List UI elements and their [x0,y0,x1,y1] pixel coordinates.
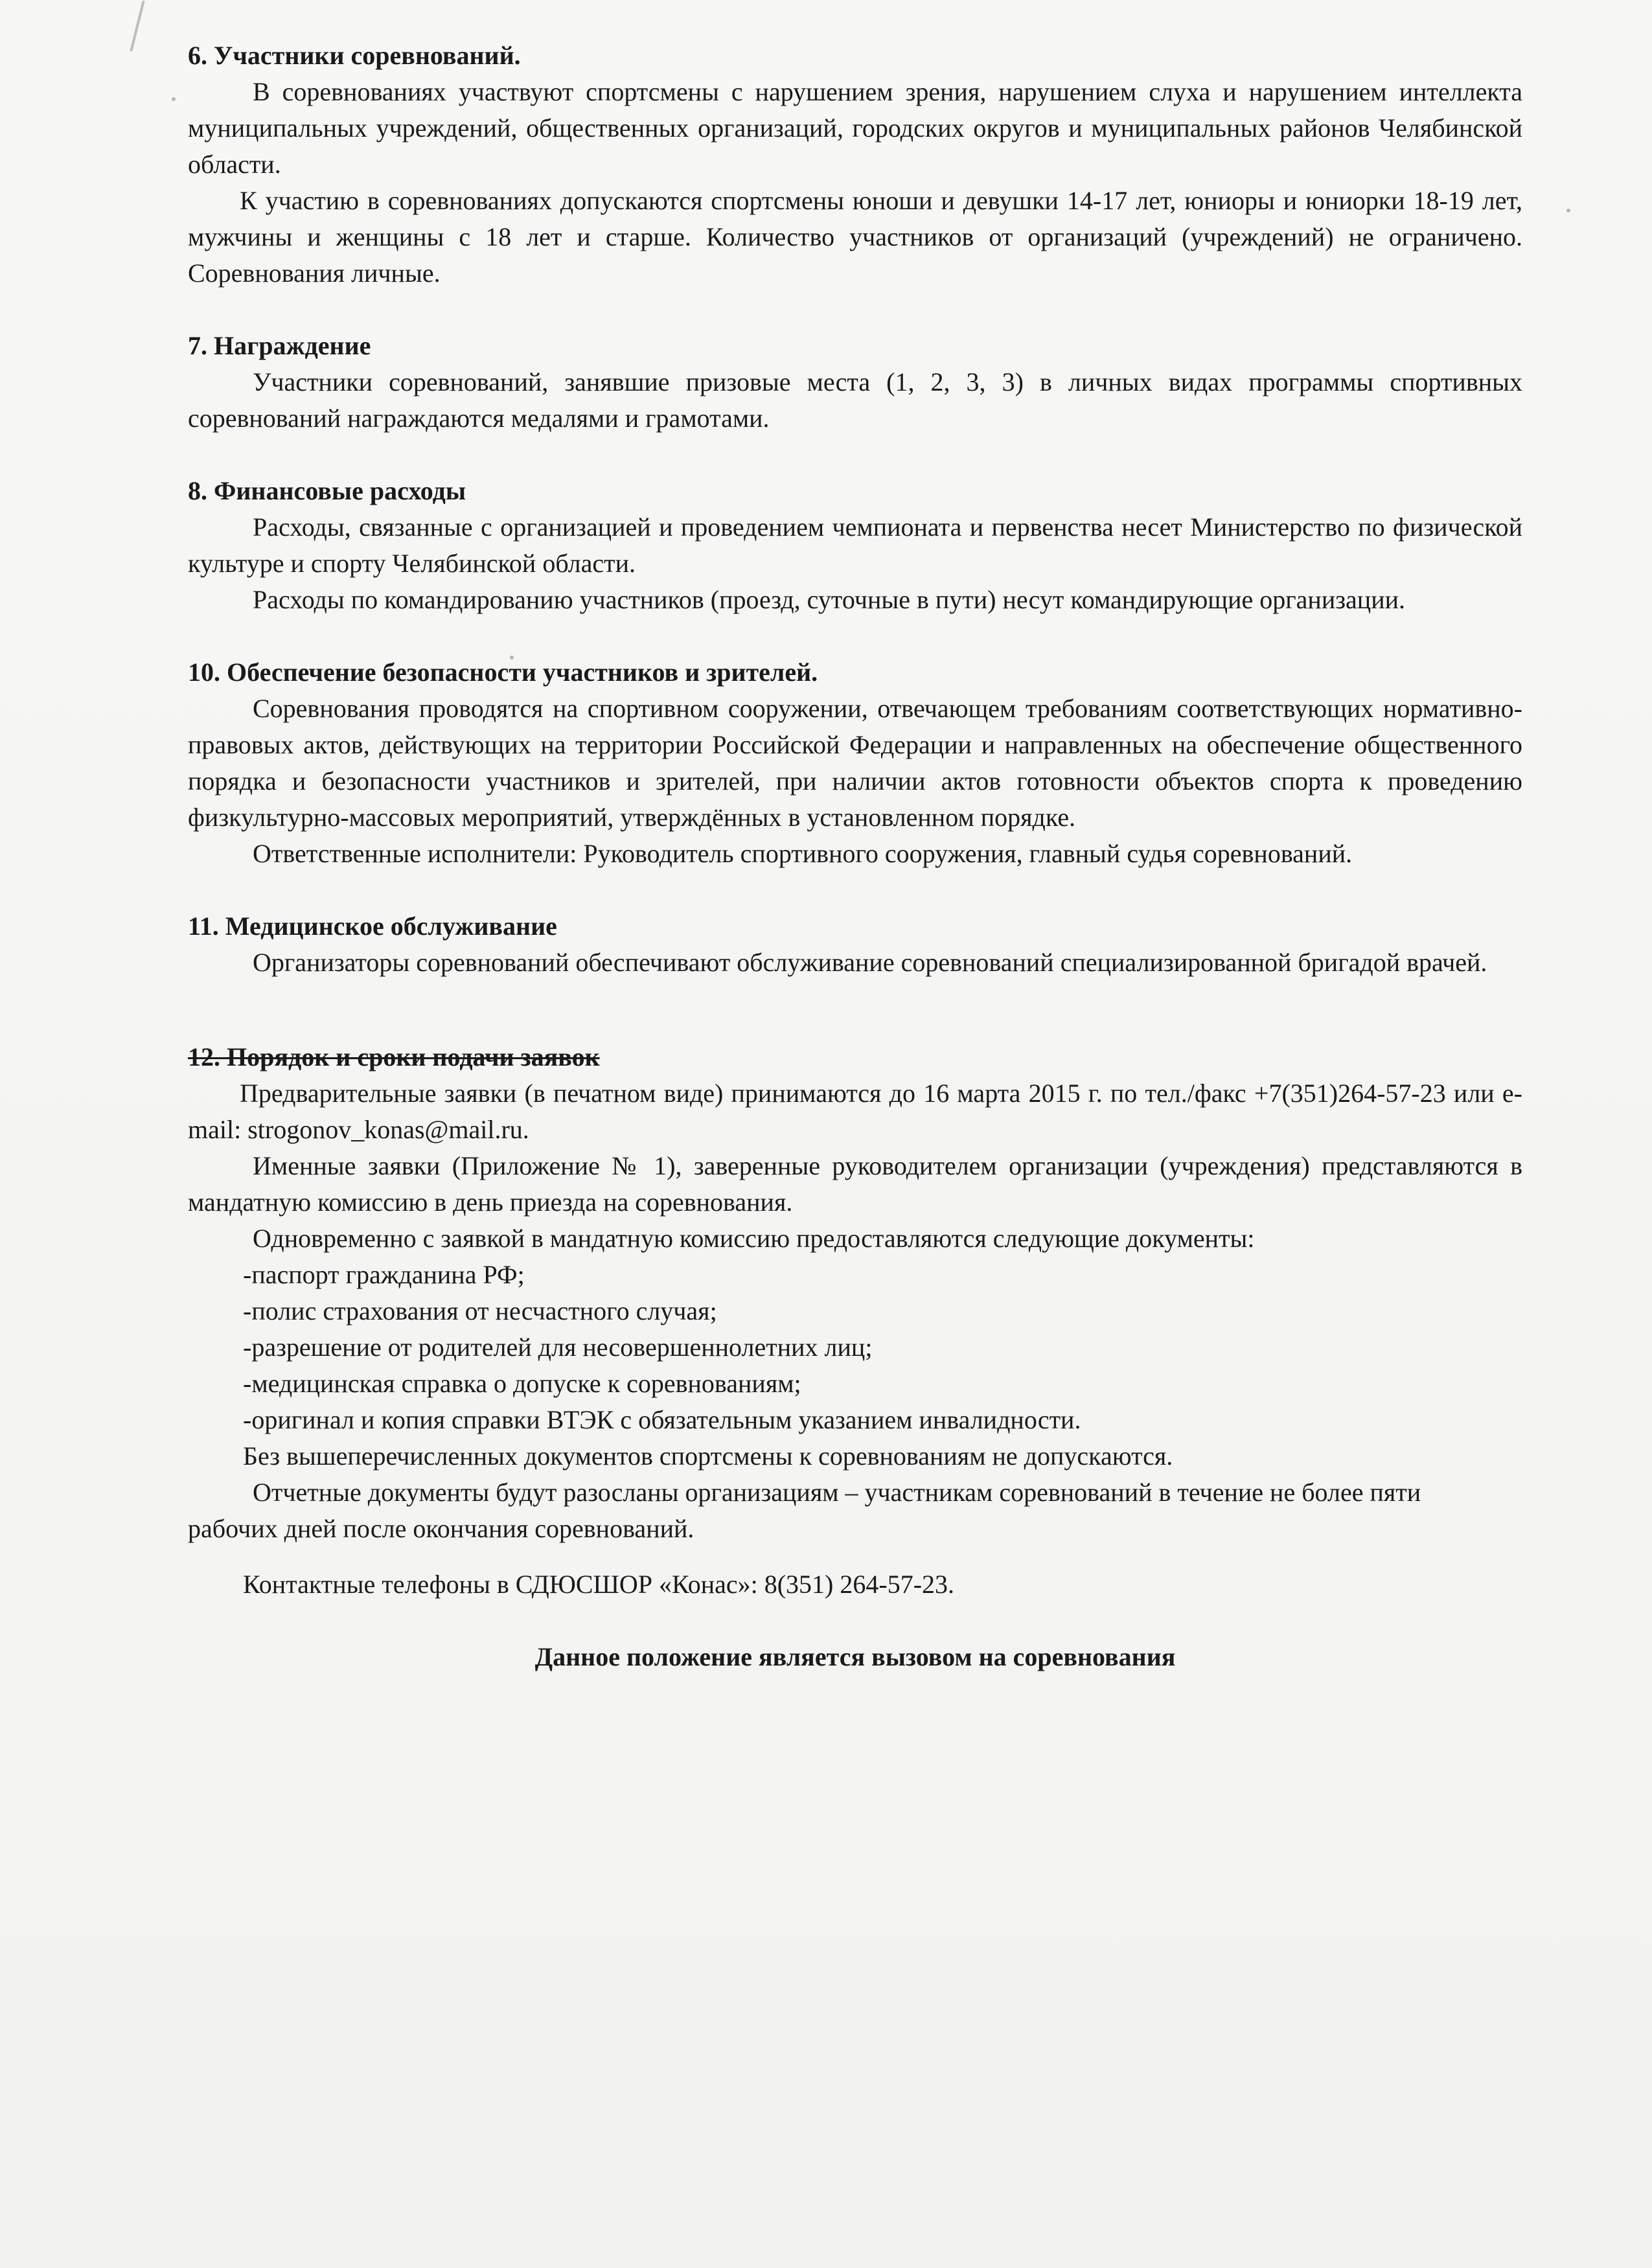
section-heading: 8. Финансовые расходы [188,476,466,505]
section-finance [188,473,1522,618]
scan-speck [172,97,176,101]
list-item: -паспорт гражданина РФ; [243,1260,525,1289]
section-paragraph: Участники соревнований, занявшие призовые места (1, 2, 3, 3) в личных видах программы спортивных соревнований награждаются медалями и грамотами. [188,367,1522,433]
section-heading: 12. Порядок и сроки подачи заявок [188,1042,600,1071]
section-paragraph: Ответственные исполнители: Руководитель спортивного сооружения, главный судья соревнований. [253,839,1353,868]
section-paragraph: К участию в соревнованиях допускаются спортсмены юноши и девушки 14-17 лет, юниоры и юниорки 18-19 лет, мужчины и женщины с 18 лет и старше. Количество участников от организаций (учреждений) не ограничено. Соревнования личные. [188,186,1522,288]
list-item: -разрешение от родителей для несовершеннолетних лиц; [243,1333,873,1362]
section-medical [188,908,1522,981]
section-heading: 7. Награждение [188,331,371,360]
section-heading: 10. Обеспечение безопасности участников и зрителей. [188,658,818,687]
scan-artifact [130,1,144,52]
applications-reports: Отчетные документы будут разосланы организациям – участникам соревнований в течение не более пяти рабочих дней после окончания соревнований. [188,1478,1421,1543]
scan-speck [1566,209,1570,212]
list-item: -оригинал и копия справки ВТЭК с обязательным указанием инвалидности. [243,1405,1081,1434]
section-awards [188,328,1522,437]
section-safety [188,654,1522,872]
section-paragraph: В соревнованиях участвуют спортсмены с нарушением зрения, нарушением слуха и нарушением интеллекта муниципальных учреждений, общественных организаций, городских округов и муниципальных районов Челябинской области. [188,77,1522,179]
final-note: Данное положение является вызовом на соревнования [534,1642,1176,1671]
section-paragraph: Соревнования проводятся на спортивном сооружении, отвечающем требованиям соответствующих нормативно-правовых актов, действующих на территории Российской Федерации и направленных на обеспечение общественного порядка и безопасности участников и зрителей, при наличии актов готовности объектов спорта к проведению физкультурно-массовых мероприятий, утверждённых в установленном порядке. [188,694,1522,832]
list-item: -медицинская справка о допуске к соревнованиям; [243,1369,801,1398]
document-body [188,38,1522,1675]
applications-preliminary: Предварительные заявки (в печатном виде) принимаются до 16 марта 2015 г. по тел./факс +7(351)264-57-23 или e-mail: strogonov_konas@mail.ru. [188,1079,1522,1144]
section-heading: 11. Медицинское обслуживание [188,911,557,941]
section-paragraph: Расходы по командированию участников (проезд, суточные в пути) несут командирующие организации. [253,585,1406,614]
required-documents-list [188,1257,1522,1438]
applications-named: Именные заявки (Приложение № 1), заверенные руководителем организации (учреждения) представляются в мандатную комиссию в день приезда на соревнования. [188,1151,1522,1217]
list-item: -полис страхования от несчастного случая; [243,1296,717,1325]
section-heading: 6. Участники соревнований. [188,41,521,70]
section-participants [188,38,1522,292]
applications-admission-note: Без вышеперечисленных документов спортсмены к соревнованиям не допускаются. [243,1441,1173,1471]
section-paragraph: Расходы, связанные с организацией и проведением чемпионата и первенства несет Министерство по физической культуре и спорту Челябинской области. [188,512,1522,578]
section-applications [188,1039,1522,1603]
applications-documents-intro: Одновременно с заявкой в мандатную комиссию предоставляются следующие документы: [253,1224,1255,1253]
contact-phones: Контактные телефоны в СДЮСШОР «Конас»: 8(351) 264-57-23. [243,1570,955,1599]
section-paragraph: Организаторы соревнований обеспечивают обслуживание соревнований специализированной бригадой врачей. [253,948,1487,977]
